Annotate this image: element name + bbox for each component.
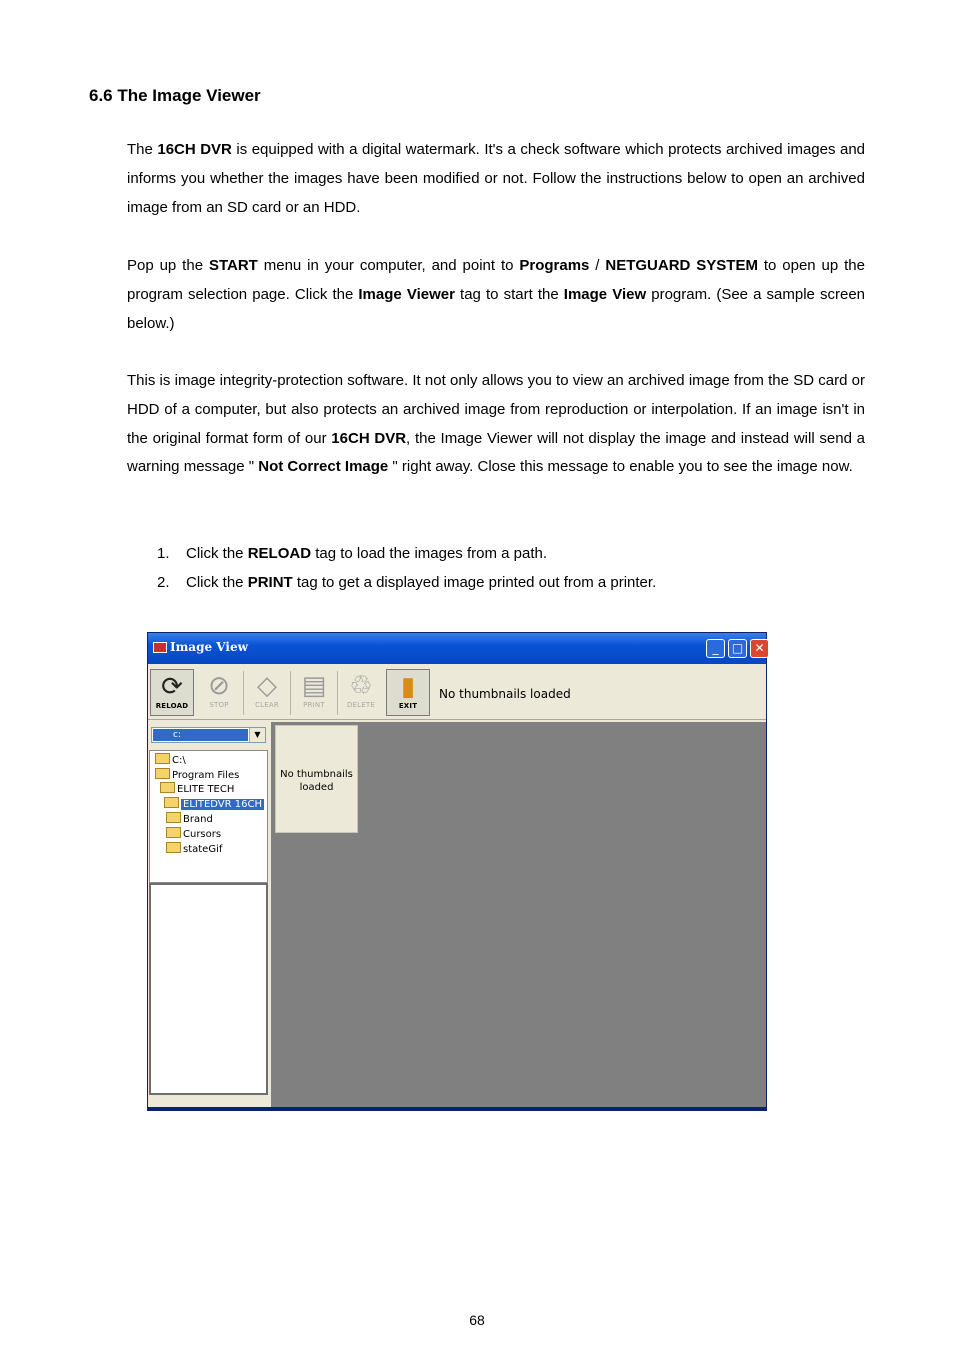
page-number: 68 bbox=[469, 1312, 485, 1328]
clear-button[interactable] bbox=[245, 669, 289, 716]
thumbnail-placeholder[interactable]: No thumbnails loaded bbox=[275, 725, 358, 833]
tree-item-label: Program Files bbox=[172, 770, 240, 781]
tree-item-label: C:\ bbox=[172, 755, 186, 766]
text: Click the bbox=[186, 545, 248, 562]
bold-text: PRINT bbox=[247, 574, 293, 591]
eraser-icon: ◇ bbox=[257, 671, 277, 701]
image-view-window bbox=[147, 632, 767, 1111]
folder-icon bbox=[166, 812, 181, 823]
tree-item[interactable] bbox=[164, 797, 264, 810]
folder-tree bbox=[149, 750, 268, 883]
tree-item-label: Brand bbox=[183, 814, 213, 825]
integrity-paragraph bbox=[127, 367, 865, 482]
list-number: 1. bbox=[157, 545, 170, 562]
close-button[interactable]: ✕ bbox=[750, 639, 769, 658]
text: / bbox=[589, 257, 606, 274]
folder-icon bbox=[166, 827, 181, 838]
text: is equipped with a digital watermark. It's a check software which protects archived images and informs you whether the images have been modified or not. Follow the instructions below to open an archived image from an SD card or an HDD. bbox=[127, 141, 866, 216]
print-label: PRINT bbox=[303, 701, 325, 709]
maximize-button[interactable]: □ bbox=[728, 639, 747, 658]
bold-text: Not Correct Image bbox=[258, 458, 389, 476]
print-button[interactable] bbox=[292, 669, 336, 716]
tree-item-label: ELITEDVR 16CH bbox=[183, 799, 262, 810]
folder-icon bbox=[166, 842, 181, 853]
minimize-button[interactable]: _ bbox=[706, 639, 725, 658]
toolbar-separator bbox=[290, 671, 291, 715]
reload-icon: ⟳ bbox=[161, 672, 183, 702]
tree-item[interactable] bbox=[166, 827, 221, 840]
tree-item[interactable] bbox=[166, 842, 222, 855]
tree-item[interactable] bbox=[155, 753, 186, 766]
door-exit-icon: ▮ bbox=[400, 672, 416, 702]
folder-open-icon bbox=[155, 768, 170, 779]
stop-button[interactable] bbox=[197, 669, 241, 716]
text: This is image integrity-protection software. It not only allows you to view an archived image from the SD card or HDD of a computer, but also protects an archived image from reproduction or interpolation. If an image isn't in the original format form of our bbox=[127, 372, 865, 447]
reload-button[interactable] bbox=[150, 669, 194, 716]
reload-label: RELOAD bbox=[155, 702, 189, 710]
start-menu-paragraph bbox=[127, 252, 865, 338]
tree-item[interactable] bbox=[166, 812, 213, 825]
text: to open up the program selection page. Click the bbox=[127, 257, 865, 303]
tree-item[interactable] bbox=[155, 768, 239, 781]
drive-select[interactable] bbox=[151, 727, 266, 743]
bold-text: NETGUARD SYSTEM bbox=[605, 257, 758, 274]
delete-label: DELETE bbox=[346, 701, 376, 709]
tree-item-label: Cursors bbox=[183, 829, 222, 840]
folder-open-icon bbox=[164, 797, 179, 808]
text: tag to start the bbox=[454, 285, 564, 303]
text: tag to get a displayed image printed out from a printer. bbox=[292, 574, 657, 591]
toolbar-separator bbox=[337, 671, 338, 715]
trash-icon: ♲ bbox=[349, 671, 373, 701]
folder-open-icon bbox=[155, 753, 170, 764]
section-heading: 6.6 The Image Viewer bbox=[89, 86, 261, 105]
chevron-down-icon[interactable]: ▼ bbox=[249, 728, 265, 742]
list-item bbox=[157, 544, 547, 564]
bold-text: Image Viewer bbox=[358, 285, 455, 303]
file-list[interactable] bbox=[149, 883, 268, 1095]
clear-label: CLEAR bbox=[255, 701, 279, 709]
toolbar-separator bbox=[243, 671, 244, 715]
text: , the Image Viewer will not display the image and instead will send a warning message " bbox=[127, 429, 865, 476]
bold-text: 16CH DVR bbox=[157, 141, 232, 158]
printer-icon: ▤ bbox=[301, 671, 327, 701]
list-number: 2. bbox=[157, 574, 170, 591]
text: " right away. Close this message to enable you to see the image now. bbox=[388, 458, 853, 476]
bold-text: 16CH DVR bbox=[331, 429, 407, 447]
bold-text: RELOAD bbox=[247, 545, 312, 562]
text: menu in your computer, and point to bbox=[257, 257, 520, 274]
text: Pop up the bbox=[127, 257, 209, 274]
window-title: Image View bbox=[170, 640, 248, 654]
exit-button[interactable] bbox=[386, 669, 430, 716]
exit-label: EXIT bbox=[398, 702, 418, 710]
status-text: No thumbnails loaded bbox=[439, 687, 571, 701]
tree-item-label: ELITE TECH bbox=[177, 784, 235, 795]
app-icon bbox=[153, 642, 167, 653]
folder-open-icon bbox=[160, 782, 175, 793]
window-border bbox=[148, 1107, 766, 1110]
bold-text: Image View bbox=[563, 285, 647, 303]
tree-item-label: stateGif bbox=[183, 844, 223, 855]
list-item bbox=[157, 573, 656, 593]
intro-paragraph bbox=[127, 136, 865, 222]
bold-text: START bbox=[208, 257, 258, 274]
stop-icon: ⊘ bbox=[208, 671, 230, 701]
drive-value: c: bbox=[153, 729, 248, 741]
tree-item[interactable] bbox=[160, 782, 234, 795]
stop-label: STOP bbox=[209, 701, 229, 709]
text: Click the bbox=[186, 574, 248, 591]
text: program. (See a sample screen below.) bbox=[127, 285, 866, 332]
delete-button[interactable] bbox=[339, 669, 383, 716]
bold-text: Programs bbox=[519, 257, 590, 274]
text: tag to load the images from a path. bbox=[311, 545, 548, 562]
title-bar[interactable] bbox=[148, 633, 766, 664]
text: The bbox=[127, 141, 158, 158]
